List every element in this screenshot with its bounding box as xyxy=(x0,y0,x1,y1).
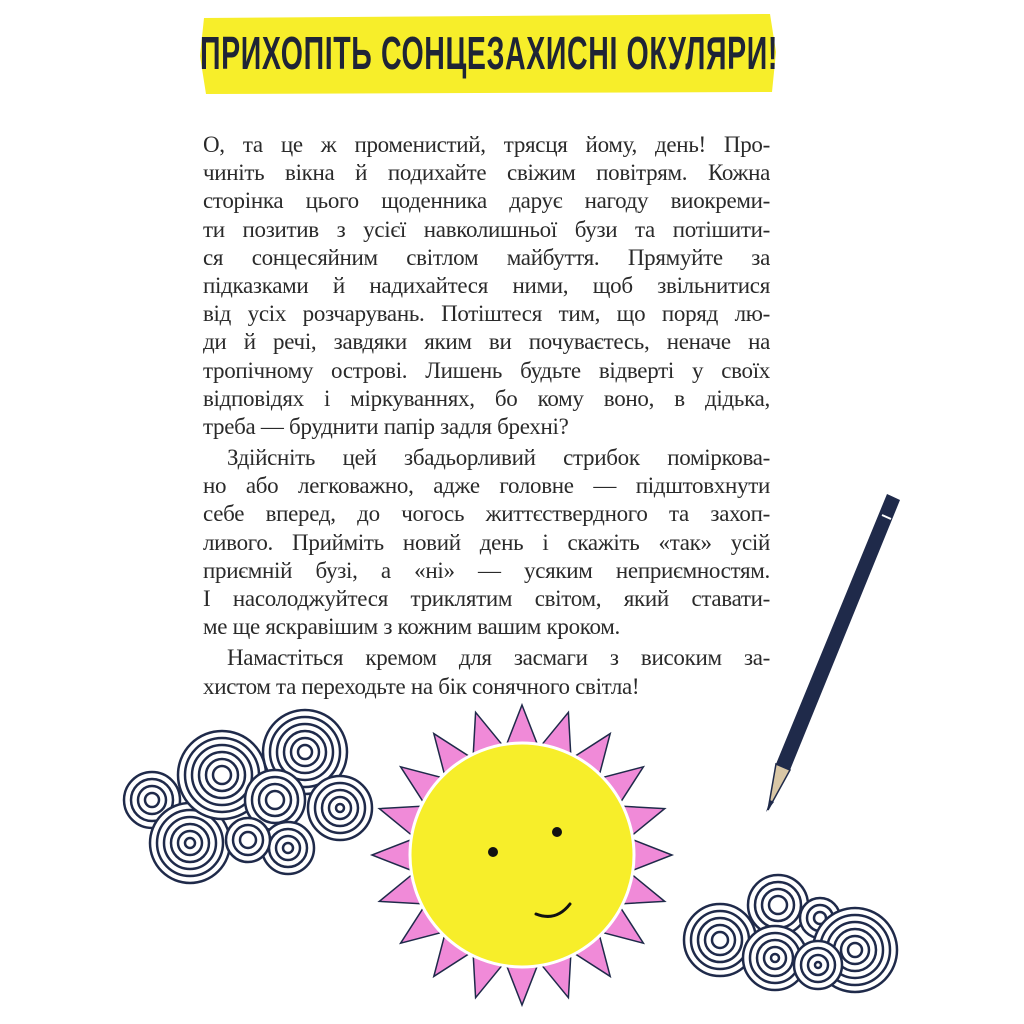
text-line: Намастіться кремом для засмаги з високим за- xyxy=(227,645,770,671)
text-line: ти позитив з усієї навколишньої бузи та потішити- xyxy=(203,216,770,242)
text-line: Здійсніть цей збадьорливий стрибок поміркова- xyxy=(227,445,770,471)
text-line: приємній бузі, а «ні» — усяким неприємностям. xyxy=(203,557,770,583)
sun-eye xyxy=(488,847,498,857)
text-line: треба — бруднити папір задля брехні? xyxy=(203,413,569,439)
text-line: ливого. Прийміть новий день і скажіть «так» усій xyxy=(203,529,770,555)
text-line: чиніть вікна й подихайте свіжим повітрям. Кожна xyxy=(203,160,770,186)
text-line: тропічному острові. Лишень будьте відверті у своїх xyxy=(203,357,770,383)
left-cloud-icon xyxy=(124,710,372,883)
right-cloud-icon xyxy=(684,875,897,992)
text-line: ди й речі, завдяки яким ви почуваєтесь, неначе на xyxy=(203,329,770,355)
page-title: ПРИХОПІТЬ СОНЦЕЗАХИСНІ ОКУЛЯРИ! xyxy=(199,27,779,79)
text-line: від усіх розчарувань. Потіштеся тим, що поряд лю- xyxy=(203,301,770,327)
text-line: хистом та переходьте на бік сонячного світла! xyxy=(203,673,640,699)
text-line: но або легковажно, адже головне — підштовхнути xyxy=(203,473,770,499)
text-line: сторінка цього щоденника дарує нагоду виокреми- xyxy=(203,188,770,214)
text-line: відповідях і міркуваннях, бо кому воно, в дідька, xyxy=(203,385,770,411)
text-line: ся сонцесяйним світлом майбуття. Прямуйте за xyxy=(203,244,770,270)
text-line: І насолоджуйтеся триклятим світом, який ставати- xyxy=(203,586,770,611)
text-line: підказками й надихайтеся ними, щоб звільнитися xyxy=(203,272,770,298)
text-line: ме ще яскравішим з кожним вашим кроком. xyxy=(203,614,620,640)
sun-face xyxy=(410,743,634,967)
text-line: О, та це ж променистий, трясця йому, день! Про- xyxy=(203,132,770,157)
pencil-icon xyxy=(766,494,900,812)
sun-icon xyxy=(372,705,672,1005)
sun-eye xyxy=(552,827,562,837)
cloud-swirl xyxy=(308,776,372,840)
text-line: себе вперед, до чогось життєствердного та захоп- xyxy=(203,501,770,527)
